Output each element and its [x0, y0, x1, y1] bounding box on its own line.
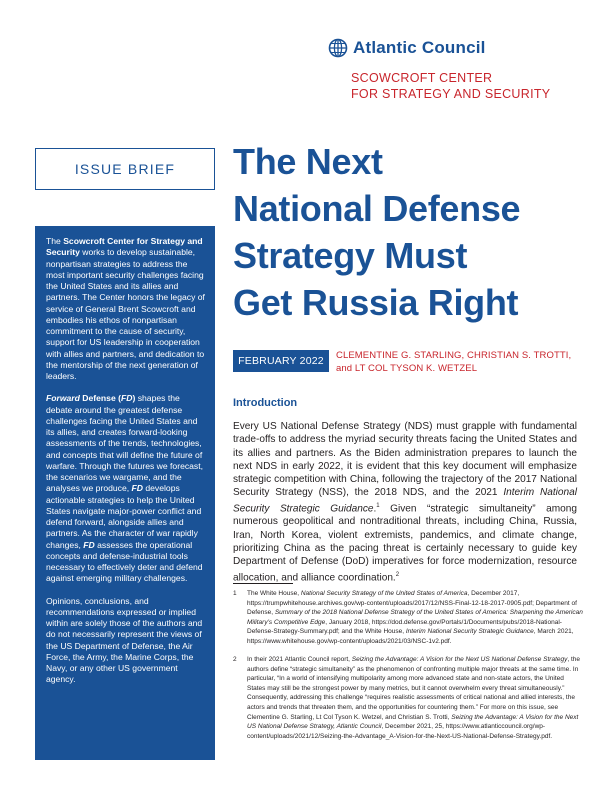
sidebar-text: The	[46, 236, 64, 246]
footnote-italic: Seizing the Advantage: A Vision for the Next US National Defense Strategy	[351, 656, 568, 663]
sidebar-italic-text: Forward	[46, 393, 80, 404]
authors	[336, 349, 571, 375]
footnote-number: 2	[233, 656, 237, 663]
title-line: National Defense	[233, 188, 521, 229]
footnote	[233, 589, 583, 647]
title-line: Strategy Must	[233, 235, 468, 276]
section-heading-introduction: Introduction	[233, 397, 298, 409]
sidebar-bold-text: Scowcroft Center for Strategy and Security	[46, 236, 203, 258]
footnote-segment: , December 2021, 25, https://www.atlanticcouncil.org/wp-content/uploads/2021/12/Seizing-the-Advantage_A-Vision-for-the-Next-US-National-Defense-Strategy.pdf.	[247, 723, 553, 740]
org-name: Atlantic Council	[353, 38, 486, 57]
footnote-segment: , March 2021, https://www.whitehouse.gov/wp-content/uploads/2021/03/NSC-1v2.pdf.	[247, 628, 574, 645]
sidebar-bold-text: Defense (	[79, 393, 121, 404]
footnote-text	[247, 589, 583, 647]
footnote-segment: , December 2017, https://trumpwhitehouse.archives.gov/wp-content/uploads/2017/12/NSS-Final-12-18-2017-0905.pdf; Department of Defense,	[247, 590, 577, 617]
footnote-italic: National Security Strategy of the United States of America	[300, 590, 468, 597]
body-text: Given “strategic simultaneity” among numerous geopolitical and nontraditional threats, including China, Russia, Iran, North Korea, violent extremists, pandemics, and climate change, prioritizing China as the pacing threat is certainly necessary to guide key Department of Defense (DoD) imperatives for force modernization, resource allocation, and alliance coordination.	[233, 503, 577, 583]
sidebar-text: shapes the debate around the greatest defense challenges facing the United States and its allies, and creates forward-looking assessments of the trends, technologies, and concepts that will define the future of warfare. Through the futures we forecast, the scenarios we wargame, and the analyses we produce,	[46, 393, 203, 494]
globe-icon	[328, 38, 348, 58]
issue-brief-label: ISSUE BRIEF	[35, 148, 215, 190]
sidebar-text: assesses the operational concepts and defense-industrial tools necessary to effectively deter and defend against emerging military challenges.	[46, 539, 203, 584]
sidebar-italic-text: FD	[131, 483, 143, 494]
center-name-line2: FOR STRATEGY AND SECURITY	[351, 87, 551, 101]
footnote-italic: Interim National Security Strategic Guidance	[405, 628, 534, 636]
sidebar-text: works to develop sustainable, nonpartisan strategies to address the most important security challenges facing the United States and its allies and partners. The Center honors the legacy of service of General Brent Scowcroft and embodies his ethos of nonpartisan commitment to the cause of security, support for US leadership in cooperation with allies and partners, and dedication to the mentorship of the next generation of leaders.	[46, 247, 205, 381]
footnote-divider	[233, 583, 293, 584]
footnote-text	[247, 655, 583, 741]
atlantic-council-logo	[328, 38, 486, 58]
footnote-segment: In their 2021 Atlantic Council report,	[247, 656, 352, 663]
footnote-segment: , January 2018, https://dod.defense.gov/Portals/1/Documents/pubs/2018-National-Defense-Strategy-Summary.pdf; and the White House,	[247, 618, 562, 636]
footnote-ref[interactable]: 2	[395, 571, 400, 578]
footnote-ref[interactable]: 1	[376, 502, 380, 509]
footnote-italic: Seizing the Advantage: A Vision for the Next US National Defense Strategy, Atlantic Council	[247, 713, 579, 731]
sidebar-italic-text: FD	[120, 393, 133, 404]
sidebar-bold-text: )	[132, 393, 136, 404]
footnote-number: 1	[233, 590, 237, 597]
center-name	[351, 70, 550, 102]
footnote-segment: The White House,	[247, 590, 301, 597]
sidebar-text: develops actionable strategies to help the United States navigate major-power conflict and defend forward, alongside allies and partners. As the character of war rapidly changes,	[46, 483, 202, 550]
sidebar-paragraph-forward-defense	[46, 393, 205, 584]
title-line: The Next	[233, 141, 383, 182]
footnote-italic: Summary of the 2018 National Defense Strategy of the United States of America: Sharpening the American Military’s Competitive Edge	[247, 609, 583, 626]
footnote-segment: , the authors define “strategic simultaneity” as the phenomenon of confronting multiple major threats at the same time. In particular, “In a world of intensifying multipolarity among more advanced state and non-state actors, the United States may still be the strongest power by many metrics, but it cannot overwhelm every threat simultaneously.” Consequently, addressing this challenge “requires realistic assessments of critical national and allied interests, the actors and trends that threaten them, and the opportunities for countering them.” For more on this issue, see Clementine G. Starling, Lt Col Tyson K. Wetzel, and Christian S. Trotti,	[247, 656, 581, 721]
body-italic-text: Interim National Security Strategic Guidance	[233, 487, 577, 515]
sidebar-panel	[35, 226, 215, 760]
sidebar-paragraph-disclaimer: Opinions, conclusions, and recommendations expressed or implied within are solely those of the authors and do not necessarily represent the views of the US Department of Defense, the Air Force, the Army, the Marine Corps, the Navy, or any other US government agency.	[46, 595, 203, 685]
date-badge: FEBRUARY 2022	[233, 350, 329, 372]
sidebar-italic-text: FD	[83, 539, 95, 550]
authors-line: and LT COL TYSON K. WETZEL	[336, 363, 478, 374]
footnote	[233, 655, 583, 741]
center-name-line1: SCOWCROFT CENTER	[351, 71, 493, 85]
authors-line: CLEMENTINE G. STARLING, CHRISTIAN S. TROTTI,	[336, 350, 572, 361]
title-line: Get Russia Right	[233, 282, 519, 323]
intro-paragraph: Every US National Defense Strategy (NDS) must grapple with fundamental trade-offs to address the myriad security threats facing the United States and its allies and partners. As the Biden administration prepares to launch the next NDS in early 2022, it is evident that this key document will emphasize strategic competition with China, following the trajectory of the 2017 National Security Strategy (NSS), the 2018 NDS, and the 2021 Interim National Security Strategic Guidance.$^1$ Given “strategic simultaneity” among numerous geopolitical and nontraditional threats, including China, Russia, Iran, North Korea, violent extremists, pandemics, and climate change, prioritizing China as the pacing threat is certainly necessary to guide key Department of Defense (DoD) imperatives for force modernization, resource allocation, and alliance coordination.$^2$	[233, 421, 577, 583]
body-text: Every US National Defense Strategy (NDS) must grapple with fundamental trade-offs to address the myriad security threats facing the United States and its allies and partners. As the Biden administration prepares to launch the next NDS in early 2022, it is evident that this key document will emphasize strategic competition with China, following the trajectory of the 2017 National Security Strategy (NSS), the 2018 NDS, and the 2021	[233, 421, 577, 499]
sidebar-paragraph-scowcroft	[46, 236, 205, 382]
page-title	[233, 138, 593, 326]
